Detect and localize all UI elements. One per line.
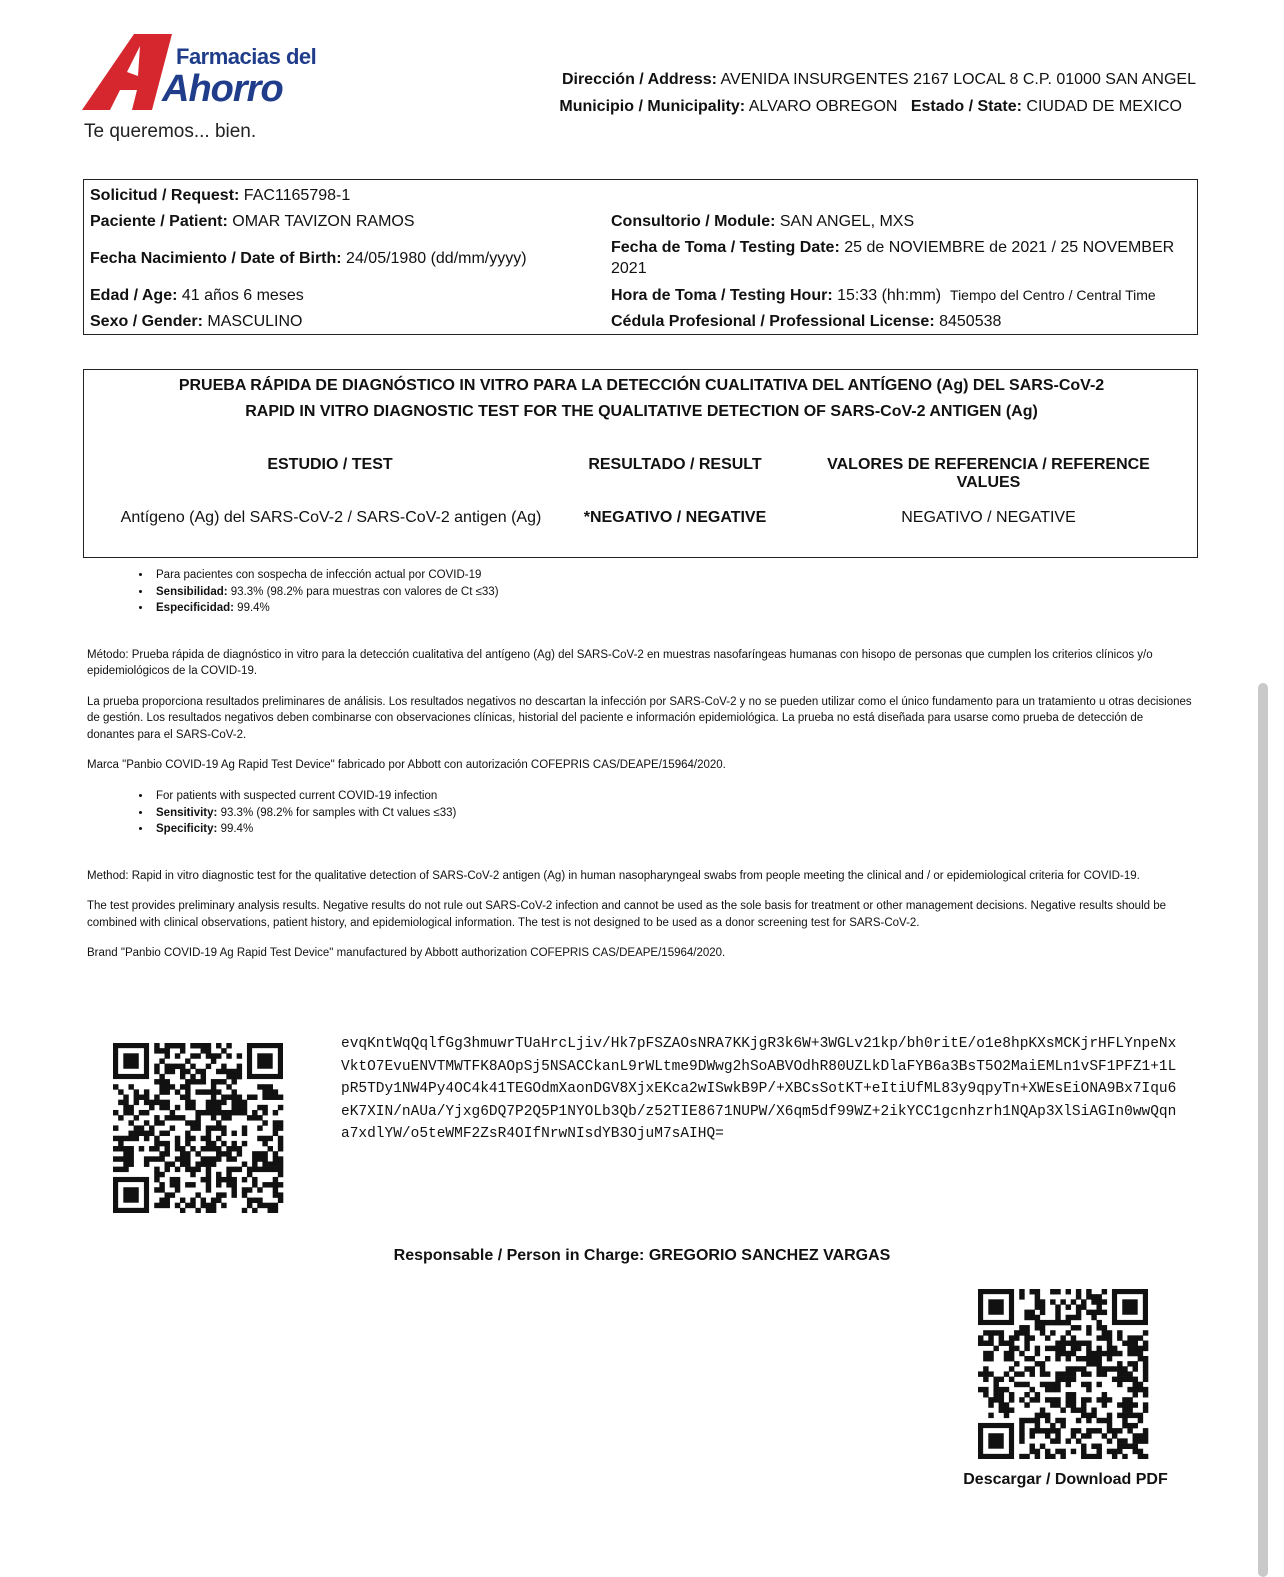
brand-es: Marca "Panbio COVID-19 Ag Rapid Test Device" fabricado por Abbott con autorización COFEPRIS CAS/DEAPE/15964/2020.	[87, 759, 726, 771]
test-result-box	[83, 369, 1198, 558]
municipality-label: Municipio / Municipality:	[559, 98, 746, 115]
request-line	[90, 187, 350, 205]
method-en: Method: Rapid in vitro diagnostic test for the qualitative detection of SARS-CoV-2 antigen (Ag) in human nasopharyngeal swabs from people meeting the clinical and / or epidemiological criteria for COVID-19.	[87, 869, 1140, 882]
download-pdf-link[interactable]: Descargar / Download PDF	[963, 1471, 1168, 1488]
specificity-en-value: 99.4%	[220, 823, 254, 835]
notes-en-bullets	[87, 788, 1192, 838]
pharmacy-address	[559, 66, 1196, 120]
module-line	[611, 213, 914, 231]
note-es-bullet-2	[152, 584, 1192, 601]
address-value: AVENIDA INSURGENTES 2167 LOCAL 8 C.P. 01000 SAN ANGEL	[720, 71, 1196, 88]
license-line	[611, 313, 1001, 331]
module-value: SAN ANGEL, MXS	[779, 213, 915, 230]
age-line	[90, 287, 304, 305]
gender-line	[90, 313, 303, 331]
testing-hour-value: 15:33 (hh:mm)	[837, 287, 942, 304]
note-en-bullet-1: • For patients with suspected current COVID-19 infection	[152, 788, 1192, 805]
testing-hour-note: Tiempo del Centro / Central Time	[950, 287, 1156, 303]
test-title-es: PRUEBA RÁPIDA DE DIAGNÓSTICO IN VITRO PARA LA DETECCIÓN CUALITATIVA DEL ANTÍGENO (Ag) DEL SARS-CoV-2	[178, 377, 1105, 394]
disclaimer-es: La prueba proporciona resultados preliminares de análisis. Los resultados negativos no descartan la infección por SARS-CoV-2 y no se pueden utilizar como el único fundamento para un tratamiento u otras decisiones de gestión. Los resultados negativos deben combinarse con observaciones clínicas, historial del paciente e información epidemiológica. La prueba no está diseñada para usarse como prueba de detección de donantes para el SARS-CoV-2.	[87, 695, 1192, 741]
dob-value: 24/05/1980 (dd/mm/yyyy)	[346, 250, 527, 267]
address-label: Dirección / Address:	[561, 71, 717, 88]
responsible-label: Responsable / Person in Charge:	[393, 1247, 645, 1264]
test-title-en: RAPID IN VITRO DIAGNOSTIC TEST FOR THE QUALITATIVE DETECTION OF SARS-CoV-2 ANTIGEN (Ag)	[245, 403, 1038, 420]
sensitivity-es-label: Sensibilidad:	[156, 585, 228, 598]
specificity-es-value: 99.4%	[237, 602, 270, 614]
digital-signature: evqKntWqQqlfGg3hmuwrTUaHrcLjiv/Hk7pFSZAOsNRA7KKjgR3k6W+3WGLv21kp/bh0ritE/o1e8hpKXsMCKjrHFLYnpeNxVktO7EvuENVTMWTFK8AOpSj5NSACCkanL9rWLtme9DWwg2hSoABVOdhR80UZLkDlaFYB6a3BsT5O2MaiEMLn1vSF1PFZ1+1LpR5TDy1NW4Py4OC4k41TEGOdmXaonDGV8XjxEKca2wISwkB9P/+XBCsSotKT+eItiUfML83y9qpyTn+XWEsEiONA9Bx7Iqu6eK7XIN/nAUa/Yjxg6DQ7P2Q5P1NYOLb3Qb/z52TIE8671NUPW/X6qm5df99WZ+2ikYCC1gcnhzrh1NQAp3XlSiAGIn0wwQqna7xdlYW/o5teWMF2ZsR4OIfNrwNIsdYB3OjuM7sAIHQ=	[341, 1036, 1177, 1142]
notes-spanish	[87, 567, 1192, 774]
notes-english	[87, 788, 1192, 962]
scrollbar-thumb[interactable]	[1258, 683, 1268, 1577]
state-label: Estado / State:	[910, 98, 1022, 115]
download-qr-code[interactable]	[978, 1289, 1150, 1459]
testing-hour-label: Hora de Toma / Testing Hour:	[611, 287, 833, 304]
note-es-bullet-3	[152, 600, 1192, 617]
specificity-es-label: Especificidad:	[156, 602, 234, 614]
col-header-reference: VALORES DE REFERENCIA / REFERENCE VALUES	[827, 456, 1150, 491]
specificity-en-label: Specificity:	[156, 823, 218, 835]
request-label: Solicitud / Request:	[90, 187, 240, 204]
testing-date-label: Fecha de Toma / Testing Date:	[611, 239, 840, 256]
testing-date-year: 2021	[611, 260, 647, 277]
dob-line	[90, 250, 527, 268]
age-value: 41 años 6 meses	[181, 287, 304, 304]
state-value: CIUDAD DE MEXICO	[1026, 98, 1182, 115]
responsible-value: GREGORIO SANCHEZ VARGAS	[648, 1247, 891, 1264]
brand-en: Brand "Panbio COVID-19 Ag Rapid Test Device" manufactured by Abbott authorization COFEPRIS CAS/DEAPE/15964/2020.	[87, 947, 726, 959]
age-label: Edad / Age:	[90, 287, 178, 304]
col-header-test: ESTUDIO / TEST	[267, 456, 393, 473]
sensitivity-en-value: 93.3% (98.2% for samples with Ct values ≤33)	[220, 806, 457, 819]
person-in-charge	[0, 1247, 1284, 1265]
dob-label: Fecha Nacimiento / Date of Birth:	[90, 250, 342, 267]
sensitivity-es-value: 93.3% (98.2% para muestras con valores de Ct ≤33)	[230, 585, 499, 598]
disclaimer-en: The test provides preliminary analysis results. Negative results do not rule out SARS-CoV-2 infection and cannot be used as the sole basis for treatment or other management decisions. Negative results should be combined with clinical observations, patient history, and epidemiological information. The test is not designed to be used as a donor screening test for SARS-CoV-2.	[87, 900, 1167, 929]
gender-value: MASCULINO	[207, 313, 303, 330]
note-en-bullet-2	[152, 805, 1192, 822]
request-value: FAC1165798-1	[243, 187, 351, 204]
notes-es-bullets	[87, 567, 1192, 617]
row-reference: NEGATIVO / NEGATIVE	[901, 509, 1076, 526]
municipality-value: ALVARO OBREGON	[748, 98, 898, 115]
note-en-bullet-3	[152, 821, 1192, 838]
testing-date-value: 25 de NOVIEMBRE de 2021 / 25 NOVEMBER	[844, 239, 1175, 256]
patient-value: OMAR TAVIZON RAMOS	[232, 213, 415, 230]
sensitivity-en-label: Sensitivity:	[156, 806, 218, 819]
testing-date-line	[611, 239, 1174, 257]
row-result: *NEGATIVO / NEGATIVE	[583, 509, 767, 526]
patient-info-box	[83, 179, 1198, 335]
verification-qr-code	[113, 1043, 285, 1213]
patient-label: Paciente / Patient:	[90, 213, 228, 230]
method-es: Método: Prueba rápida de diagnóstico in vitro para la detección cualitativa del antígeno (Ag) del SARS-CoV-2 en muestras nasofaríngeas humanas con hisopo de personas que cumplen los criterios clínicos y/o epidemiológicos de la COVID-19.	[87, 648, 1153, 677]
testing-hour-line	[611, 287, 1156, 305]
module-label: Consultorio / Module:	[611, 213, 776, 230]
brand-tagline: Te queremos... bien.	[84, 121, 257, 142]
row-test-name: Antígeno (Ag) del SARS-CoV-2 / SARS-CoV-2 antigen (Ag)	[120, 509, 542, 526]
license-value: 8450538	[939, 313, 1002, 330]
patient-line	[90, 213, 415, 231]
note-es-bullet-1: • Para pacientes con sospecha de infección actual por COVID-19	[152, 567, 1192, 584]
col-header-result: RESULTADO / RESULT	[588, 456, 762, 473]
license-label: Cédula Profesional / Professional License:	[611, 313, 935, 330]
brand-line-1: Farmacias del	[176, 44, 317, 69]
brand-line-2: Ahorro	[162, 68, 283, 110]
gender-label: Sexo / Gender:	[90, 313, 203, 330]
